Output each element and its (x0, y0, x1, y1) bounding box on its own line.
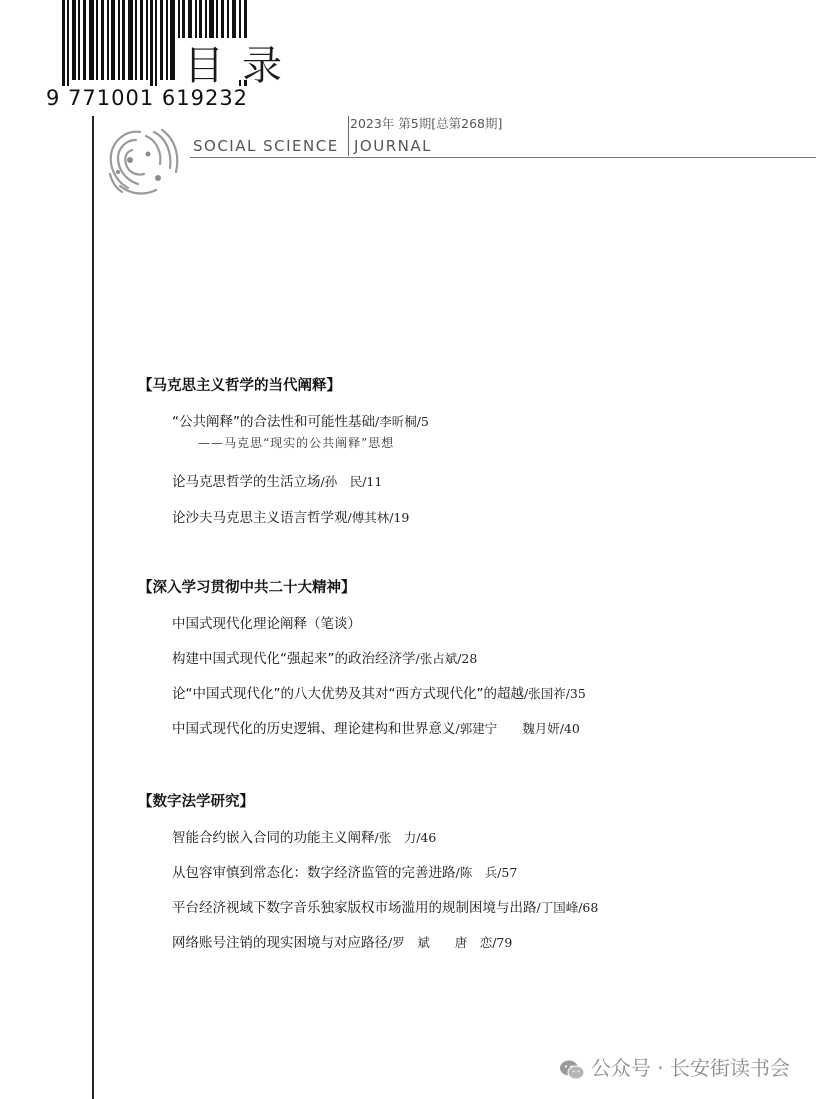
phoenix-logo-icon (100, 124, 180, 198)
entry-title: 中国式现代化的历史逻辑、理论建构和世界意义 (172, 721, 456, 737)
entry-author-page: /张占斌/28 (415, 651, 478, 666)
wechat-icon (559, 1059, 585, 1081)
entry-title: 中国式现代化理论阐释（笔谈） (172, 616, 361, 632)
entry-author-page: /李昕桐/5 (375, 414, 429, 429)
vertical-rule (92, 116, 94, 1099)
toc-entry[interactable] (172, 410, 429, 430)
entry-title: 论马克思哲学的生活立场 (172, 474, 321, 490)
entry-title: “公共阐释”的合法性和可能性基础 (172, 414, 375, 430)
toc-entry[interactable] (172, 612, 361, 632)
entry-author-page: /陈 兵/57 (455, 865, 518, 880)
header-rule (190, 157, 816, 158)
page-title: 目录 (184, 43, 300, 89)
entry-title: 平台经济视域下数字音乐独家版权市场滥用的规制困境与出路 (172, 900, 537, 916)
watermark (559, 1052, 790, 1080)
barcode-number: 9 771001 619232 (46, 86, 249, 110)
toc-entry[interactable] (172, 896, 598, 916)
toc-entry[interactable] (172, 682, 586, 702)
toc-entry[interactable] (172, 470, 382, 490)
toc-entry[interactable] (172, 717, 580, 737)
entry-title: 论沙夫马克思主义语言哲学观 (172, 510, 348, 526)
toc-entry[interactable] (172, 506, 409, 526)
entry-subtitle: ——马克思“现实的公共阐释”思想 (198, 436, 395, 450)
entry-title: 从包容审慎到常态化：数字经济监管的完善进路 (172, 865, 456, 881)
journal-name-part2: JOURNAL (354, 137, 432, 155)
section-heading: 【深入学习贯彻中共二十大精神】 (138, 580, 356, 596)
entry-author-page: /郭建宁 魏月妍/40 (455, 721, 580, 736)
toc-entry[interactable] (172, 826, 436, 846)
issue-info: 2023年 第5期[总第268期] (350, 116, 503, 131)
header-separator (348, 116, 349, 156)
watermark-text: 公众号 · 长安街读书会 (590, 1056, 790, 1080)
section-heading: 【马克思主义哲学的当代阐释】 (138, 378, 341, 394)
toc-entry[interactable] (172, 931, 512, 951)
entry-title: 论“中国式现代化”的八大优势及其对“西方式现代化”的超越 (172, 686, 524, 702)
entry-author-page: /张 力/46 (374, 830, 437, 845)
section-heading: 【数字法学研究】 (138, 794, 254, 810)
entry-title: 构建中国式现代化“强起来”的政治经济学 (172, 651, 416, 667)
entry-author-page: /丁国峰/68 (536, 900, 599, 915)
entry-author-page: /孙 民/11 (320, 474, 383, 489)
entry-author-page: /张国祚/35 (523, 686, 586, 701)
entry-author-page: /傅其林/19 (347, 510, 410, 525)
entry-author-page: /罗 斌 唐 恋/79 (388, 935, 513, 950)
entry-title: 网络账号注销的现实困境与对应路径 (172, 935, 388, 951)
journal-name-part1: SOCIAL SCIENCE (193, 137, 339, 155)
entry-title: 智能合约嵌入合同的功能主义阐释 (172, 830, 375, 846)
toc-entry[interactable] (172, 647, 477, 667)
toc-entry[interactable] (172, 861, 517, 881)
